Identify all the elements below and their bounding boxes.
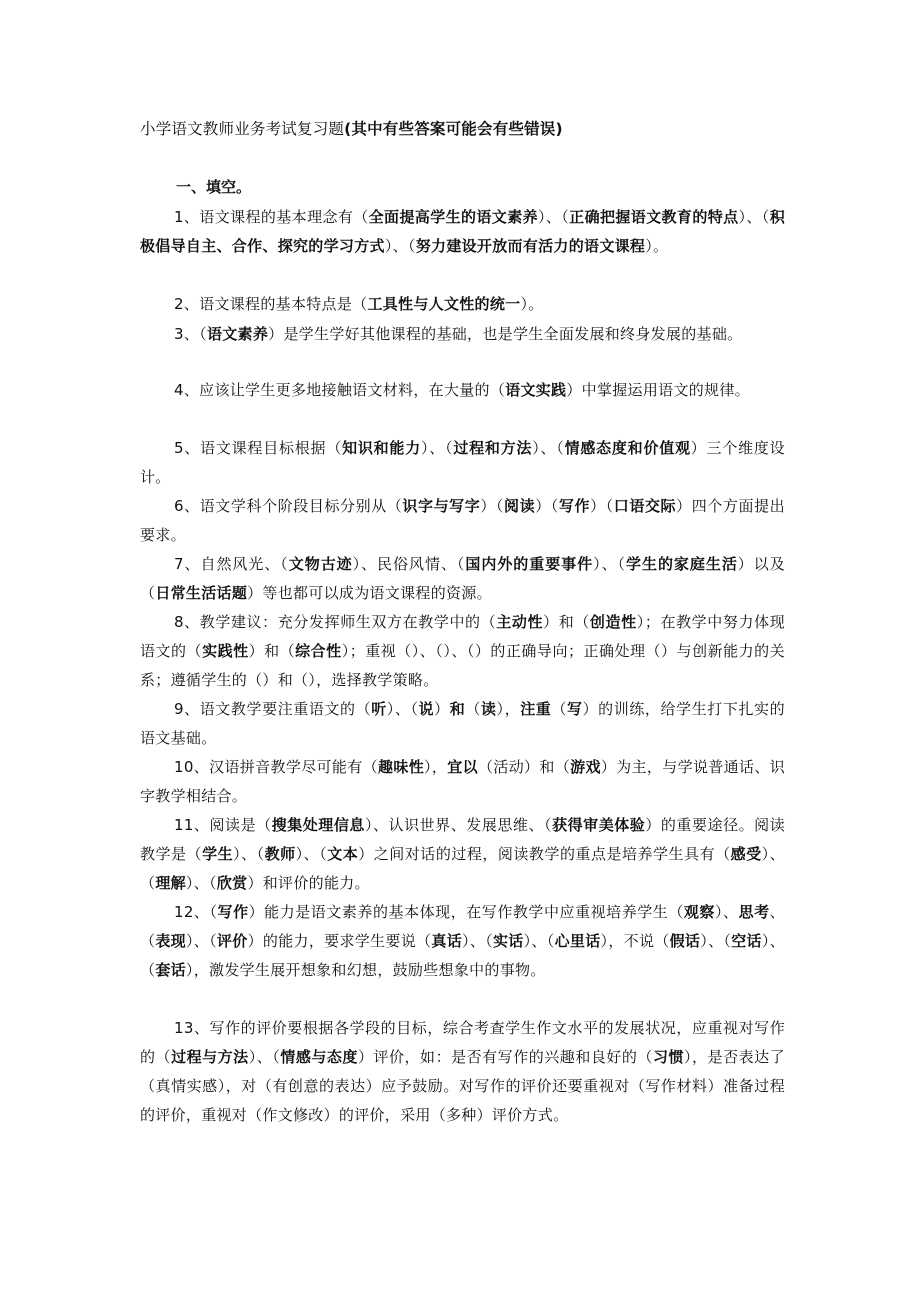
question-text: ）、民俗风情、（: [352, 555, 466, 573]
question-text: 8、教学建议：充分发挥师生双方在教学中的（: [174, 613, 497, 631]
answer-text: 获得审美体验: [552, 816, 646, 834]
title-note: (其中有些答案可能会有些错误): [344, 120, 563, 138]
question-text: ），不说（: [600, 932, 670, 950]
question-text: 、（: [140, 903, 785, 950]
question-text: ）三个维度设计。: [140, 439, 785, 486]
answer-text: 实话: [492, 932, 524, 950]
answer-text: 日常生活话题: [155, 584, 248, 602]
answer-text: 习惯: [652, 1048, 685, 1066]
question-text: ）（: [590, 497, 614, 515]
question-text: （: [551, 700, 567, 718]
question-text: ）、（: [593, 555, 627, 573]
question-paragraph: [140, 811, 785, 898]
answer-text: 和: [449, 700, 466, 718]
question-text: 5、语文课程目标根据（: [174, 439, 343, 457]
question-text: ）中掌握运用语文的规律。: [566, 381, 750, 399]
question-text: ）: [434, 700, 450, 718]
question-text: 4、应该让学生更多地接触语文材料，在大量的（: [174, 381, 506, 399]
question-text: ）是学生学好其他课程的基础，也是学生全面发展和终身发展的基础。: [268, 325, 743, 343]
answer-text: 空话: [731, 932, 762, 950]
question-text: ）能力是语文素养的基本体现，在写作教学中应重视培养学生（: [248, 903, 684, 921]
question-text: ）、（: [384, 237, 416, 255]
question-text: （活动）和（: [477, 758, 571, 776]
answer-text: 假话: [669, 932, 701, 950]
question-text: ）四个方面提出要求。: [140, 497, 785, 544]
question-text: ）、（: [700, 932, 732, 950]
question-text: ）、（: [420, 439, 454, 457]
question-text: ）、（: [295, 845, 328, 863]
question-text: ）的能力，要求学生要说（: [247, 932, 432, 950]
answer-text: 口语交际: [613, 497, 677, 515]
question-text: ）的训练，给学生打下扎实的语文基础。: [140, 700, 785, 747]
question-text: ）为主，与学说普通话、识字教学相结合。: [140, 758, 786, 805]
question-text: 1、语文课程的基本理念有（: [174, 208, 369, 226]
answer-text: 套话: [155, 961, 186, 979]
answer-text: 写作: [217, 903, 249, 921]
answer-text: 说: [418, 700, 435, 718]
answer-text: 读: [480, 700, 497, 718]
question-text: ）以及（: [140, 555, 786, 602]
question-text: 13、写作的评价要根据各学段的目标，综合考查学生作文水平的发展状况，应重视对写作的（: [140, 1019, 785, 1066]
question-text: ）；在教学中努力体现语文的（: [140, 613, 785, 660]
question-paragraph: [140, 492, 785, 550]
answer-text: 评价: [216, 932, 248, 950]
question-text: ）、: [714, 903, 739, 921]
answer-text: 文本: [327, 845, 359, 863]
answer-text: 国内外的重要事件: [465, 555, 594, 573]
answer-text: 实践性: [202, 642, 249, 660]
question-paragraph: [140, 376, 785, 405]
question-text: ）的重要途径。阅读教学是（: [140, 816, 786, 863]
answer-text: 学生: [202, 845, 234, 863]
answer-text: 努力建设开放而有活力的语文课程: [415, 237, 646, 255]
question-text: （: [465, 700, 481, 718]
question-text: ）（: [480, 497, 505, 515]
question-text: ）等也都可以成为语文课程的资源。: [247, 584, 492, 602]
answer-text: 工具性与人文性的统一: [367, 295, 521, 313]
answer-text: 积极倡导自主、合作、探究的学习方式: [140, 208, 785, 255]
answer-text: 宜以: [447, 758, 478, 776]
answer-text: 主动性: [496, 613, 544, 631]
question-text: ）、认识世界、发展思维、（: [364, 816, 553, 834]
answer-text: 表现: [155, 932, 186, 950]
question-text: ），是否表达了（真情实感），对（有创意的表达）应予鼓励。对写作的评价还要重视对（写作材料）准备过程的评价，重视对（作文修改）的评价，采用（多种）评价方式。: [140, 1048, 785, 1124]
question-text: ）、（: [738, 208, 770, 226]
answer-text: 写作: [558, 497, 591, 515]
question-text: ）；重视（）、（）、（）的正确导向；正确处理（）与创新能力的关系；遵循学生的（）和（），选择教学策略。: [140, 642, 785, 689]
answer-text: 真话: [431, 932, 463, 950]
answer-text: 全面提高学生的语文素养: [368, 208, 538, 226]
question-text: ）、（: [462, 932, 493, 950]
question-paragraph: [140, 1014, 785, 1130]
question-text: 10、汉语拼音教学尽可能有（: [174, 758, 378, 776]
answer-text: 听: [371, 700, 387, 718]
answer-text: 过程和方法: [453, 439, 533, 457]
answer-text: 过程与方法: [171, 1048, 249, 1066]
question-paragraph: [140, 550, 785, 608]
question-paragraph: [140, 290, 785, 319]
question-text: ）（: [535, 497, 559, 515]
question-text: ）。: [520, 295, 544, 313]
answer-text: 注重: [520, 700, 552, 718]
answer-text: 阅读: [504, 497, 536, 515]
question-text: 12、（: [174, 903, 218, 921]
answer-text: 理解: [155, 874, 186, 892]
question-text: ），: [496, 700, 521, 718]
question-text: ）、（: [140, 932, 785, 979]
question-text: ）、（: [233, 845, 265, 863]
question-paragraph: [140, 753, 785, 811]
answer-text: 心里话: [554, 932, 601, 950]
question-paragraph: [140, 898, 785, 985]
question-text: ）、（: [537, 208, 570, 226]
question-text: 7、自然风光、（: [174, 555, 289, 573]
question-text: ）之间对话的过程，阅读教学的重点是培养学生具有（: [358, 845, 731, 863]
question-text: 11、阅读是（: [174, 816, 272, 834]
question-paragraph: [140, 320, 785, 349]
answer-text: 教师: [264, 845, 296, 863]
answer-text: 综合性: [295, 642, 342, 660]
question-text: ）和（: [543, 613, 590, 631]
answer-text: 感受: [730, 845, 762, 863]
answer-text: 正确把握语文教育的特点: [569, 208, 739, 226]
answer-text: 情感与态度: [280, 1048, 358, 1066]
question-text: ），激发学生展开想象和幻想，鼓励些想象中的事物。: [185, 961, 546, 979]
question-text: ）。: [645, 237, 669, 255]
question-text: 3、（: [174, 325, 207, 343]
question-paragraph: [140, 608, 785, 695]
answer-text: 趣味性: [377, 758, 425, 776]
answer-text: 思考: [738, 903, 770, 921]
question-text: ），: [424, 758, 448, 776]
answer-text: 搜集处理信息: [271, 816, 365, 834]
question-text: ）、（: [523, 932, 555, 950]
section-heading: 一、填空。: [176, 178, 252, 196]
question-text: ）、（: [140, 845, 785, 892]
answer-text: 欣赏: [216, 874, 248, 892]
question-paragraph: [140, 203, 785, 261]
question-text: ）和评价的能力。: [247, 874, 370, 892]
document-title: [140, 118, 800, 140]
answer-text: 知识和能力: [342, 439, 421, 457]
question-paragraph: [140, 434, 785, 492]
question-text: ）、（: [248, 1048, 281, 1066]
question-text: ）、（: [185, 874, 217, 892]
question-text: ）评价，如：是否有写作的兴趣和良好的（: [357, 1048, 653, 1066]
question-text: ）和（: [248, 642, 296, 660]
question-text: ）、（: [532, 439, 565, 457]
answer-text: 文物古迹: [288, 555, 353, 573]
answer-text: 情感态度和价值观: [564, 439, 691, 457]
answer-text: 识字与写字: [402, 497, 481, 515]
answer-text: 游戏: [570, 758, 601, 776]
answer-text: 语文实践: [505, 381, 567, 399]
question-text: ）、（: [185, 932, 217, 950]
answer-text: 创造性: [589, 613, 637, 631]
question-text: ）、（: [386, 700, 419, 718]
answer-text: 学生的家庭生活: [626, 555, 738, 573]
title-text: 小学语文教师业务考试复习题: [140, 120, 345, 138]
answer-text: 写: [566, 700, 583, 718]
answer-text: 观察: [683, 903, 715, 921]
answer-text: 语文素养: [206, 325, 269, 343]
question-paragraph: [140, 695, 785, 753]
question-text: 2、语文课程的基本特点是（: [174, 295, 368, 313]
question-text: 9、语文教学要注重语文的（: [174, 700, 372, 718]
question-text: 6、语文学科个阶段目标分别从（: [174, 497, 403, 515]
